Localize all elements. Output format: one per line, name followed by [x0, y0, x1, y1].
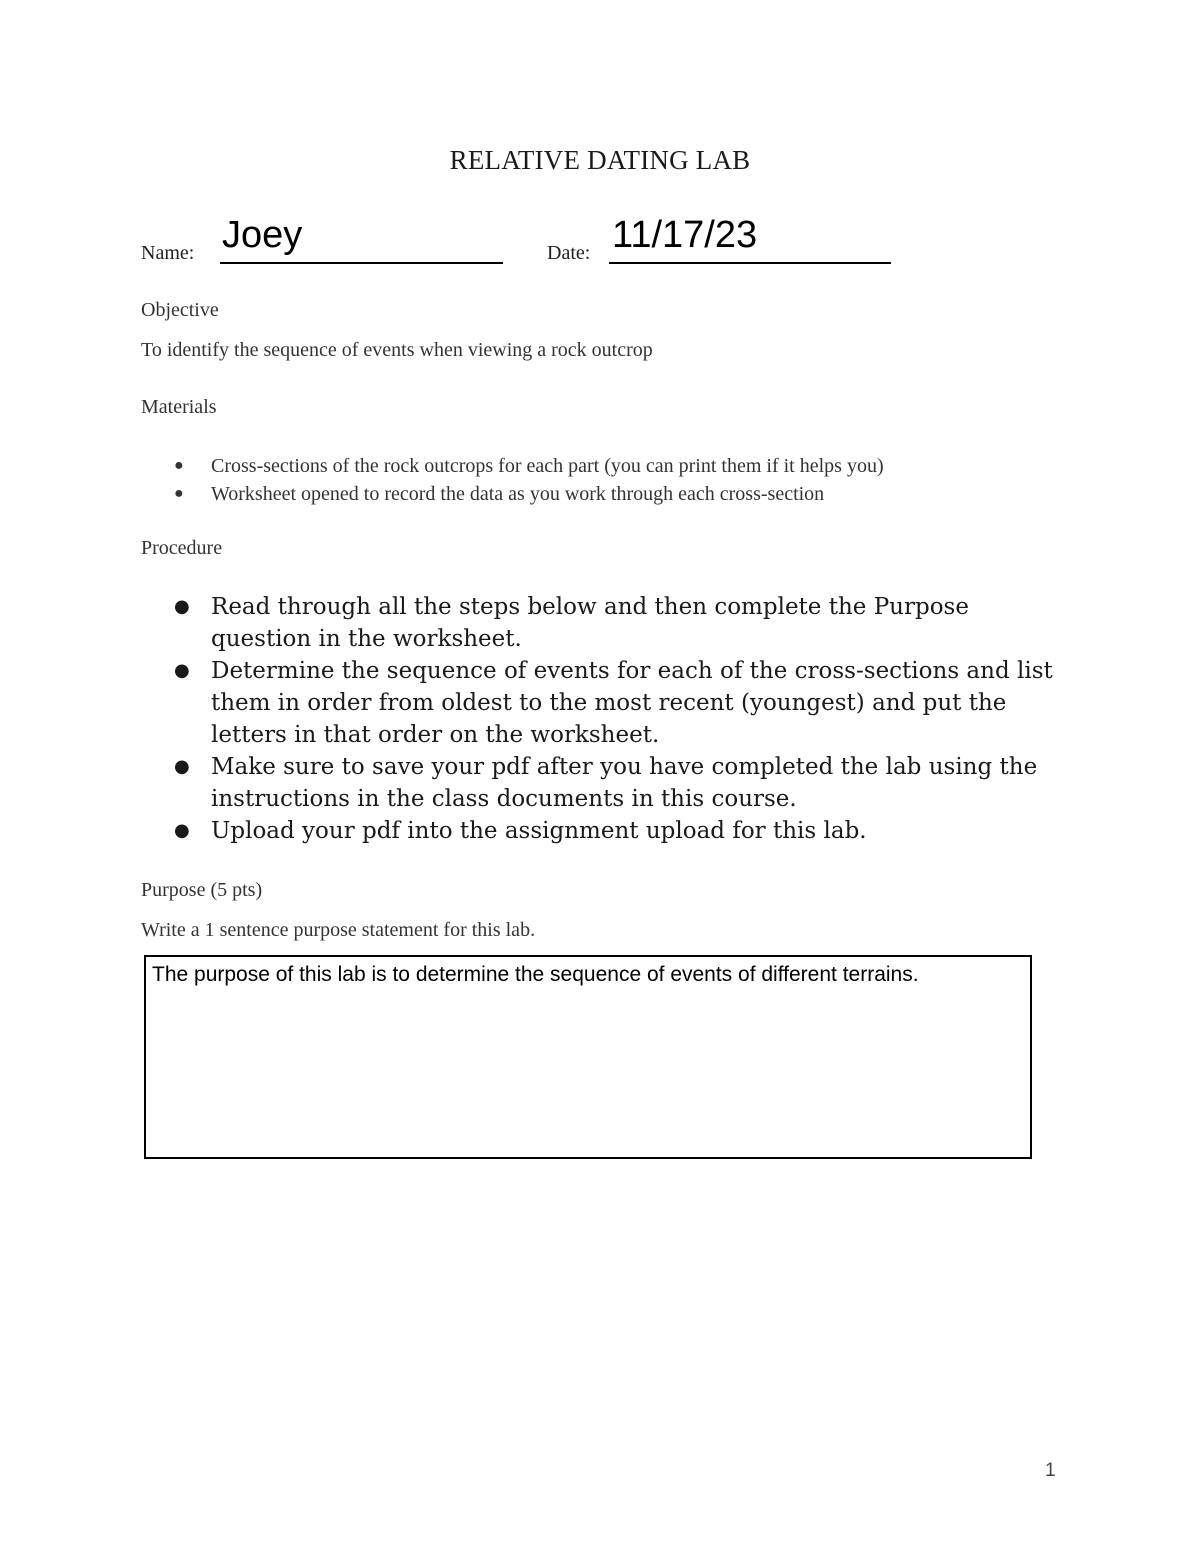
- list-item: [141, 815, 1061, 847]
- procedure-item-text: Determine the sequence of events for each of the cross-sections and list them in order from oldest to the most recent (youngest) and put the letters in that order on the worksheet.: [211, 658, 1053, 748]
- materials-list: [141, 452, 884, 508]
- name-label: Name:: [141, 242, 195, 264]
- bullet-icon: ●: [174, 820, 190, 841]
- list-item: [141, 452, 884, 480]
- list-item: [141, 751, 1061, 815]
- procedure-heading: Procedure: [141, 537, 223, 559]
- page-number: 1: [1045, 1460, 1056, 1481]
- procedure-item-text: Make sure to save your pdf after you have completed the lab using the instructions in the class documents in this course.: [211, 754, 1038, 812]
- purpose-answer-text[interactable]: The purpose of this lab is to determine the sequence of events of different terrains.: [152, 963, 919, 986]
- bullet-icon: ●: [174, 596, 190, 617]
- purpose-answer-box[interactable]: [144, 955, 1032, 1159]
- procedure-item-text: Upload your pdf into the assignment upload for this lab.: [211, 818, 867, 844]
- procedure-item-text: Read through all the steps below and then complete the Purpose question in the worksheet.: [211, 594, 969, 652]
- purpose-heading: Purpose (5 pts): [141, 879, 263, 901]
- bullet-icon: ●: [174, 485, 184, 502]
- list-item: [141, 655, 1061, 751]
- list-item: [141, 591, 1061, 655]
- bullet-icon: ●: [174, 457, 184, 474]
- bullet-icon: ●: [174, 756, 190, 777]
- objective-heading: Objective: [141, 299, 219, 321]
- page-title: RELATIVE DATING LAB: [449, 145, 751, 175]
- date-label: Date:: [547, 242, 591, 264]
- date-field[interactable]: 11/17/23: [612, 214, 758, 256]
- materials-item-text: Worksheet opened to record the data as you work through each cross-section: [211, 483, 825, 505]
- purpose-prompt: Write a 1 sentence purpose statement for this lab.: [141, 919, 536, 941]
- materials-heading: Materials: [141, 396, 217, 418]
- name-field[interactable]: Joey: [222, 214, 303, 256]
- procedure-list: [141, 591, 1061, 847]
- list-item: [141, 480, 884, 508]
- date-underline: [609, 262, 891, 264]
- materials-item-text: Cross-sections of the rock outcrops for each part (you can print them if it helps you): [211, 455, 884, 477]
- objective-text: To identify the sequence of events when viewing a rock outcrop: [141, 339, 653, 361]
- bullet-icon: ●: [174, 660, 190, 681]
- name-underline: [220, 262, 503, 264]
